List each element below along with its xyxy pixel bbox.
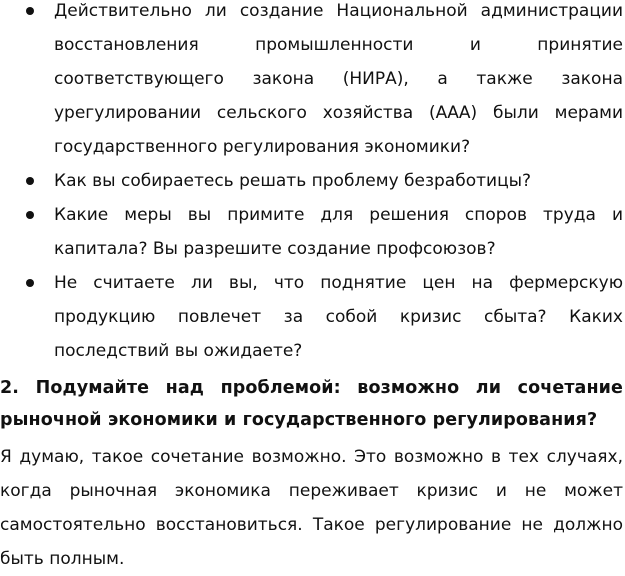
list-item (0, 266, 623, 368)
list-item (0, 198, 623, 266)
bullet-dot-icon (26, 211, 34, 219)
bullet-dot-icon (26, 7, 34, 15)
question-heading: 2. Подумайте над проблемой: возможно ли сочетание рыночной экономики и государственного регулирования? (0, 378, 623, 430)
list-item-text: Действительно ли создание Национальной администрации восстановления промышленности и принятие соответствующего закона (НИРА), а также закона урегулировании сельского хозяйства (ААА) были мерами государственного регулирования экономики? (54, 1, 623, 157)
answer-paragraph: Я думаю, такое сочетание возможно. Это возможно в тех случаях, когда рыночная экономика переживает кризис и не может самостоятельно восстановиться. Такое регулирование не должно быть полным. (0, 447, 623, 569)
list-item (0, 0, 623, 164)
list-item-text: Как вы собираетесь решать проблему безработицы? (54, 171, 532, 191)
bullet-dot-icon (26, 177, 34, 185)
bullet-dot-icon (26, 279, 34, 287)
list-item (0, 164, 623, 198)
list-item-text: Какие меры вы примите для решения споров труда и капитала? Вы разрешите создание профсоюзов? (54, 205, 623, 259)
list-item-text: Не считаете ли вы, что поднятие цен на фермерскую продукцию повлечет за собой кризис сбыта? Каких последствий вы ожидаете? (54, 273, 623, 361)
